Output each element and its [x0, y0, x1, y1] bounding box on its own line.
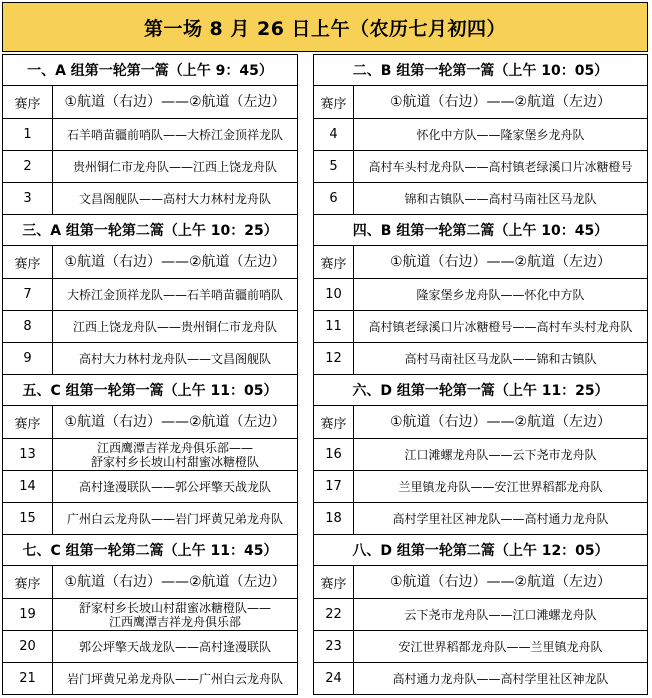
schedule-group-3	[2, 214, 298, 374]
lanes-header: ①航道（右边）——②航道（左边）	[64, 94, 286, 110]
seq-cell: 3	[3, 183, 53, 214]
lanes-header: ①航道（右边）——②航道（左边）	[389, 94, 612, 110]
table-row	[314, 470, 647, 502]
table-header-row	[314, 85, 647, 118]
seq-cell: 24	[314, 663, 354, 694]
seq-cell: 10	[314, 279, 354, 310]
seq-cell: 14	[3, 471, 53, 502]
seq-header: 赛序	[314, 406, 354, 438]
table-row	[314, 150, 647, 182]
match-cell: 高村镇老绿溪口片冰糖橙号——高村车头村龙舟队	[368, 319, 633, 334]
table-row	[3, 630, 297, 662]
match-cell: 江西上饶龙舟队——贵州铜仁市龙舟队	[72, 319, 277, 334]
seq-header: 赛序	[3, 246, 53, 278]
seq-cell: 11	[314, 311, 354, 342]
match-cell: 大桥江金顶祥龙队——石羊哨苗疆前哨队	[66, 287, 283, 302]
table-row	[314, 598, 647, 630]
seq-cell: 19	[3, 599, 53, 630]
match-cell: 高村大力林村龙舟队——文昌阁舰队	[78, 351, 271, 366]
seq-cell: 9	[3, 343, 53, 374]
lanes-header: ①航道（右边）——②航道（左边）	[389, 574, 612, 590]
table-row	[3, 118, 297, 150]
group-heading: 七、C 组第一轮第二篙（上午 11：45）	[3, 534, 297, 565]
match-line-1: 舒家村乡长坡山村甜蜜冰糖橙队——	[78, 600, 271, 615]
table-row	[314, 182, 647, 214]
match-cell	[53, 439, 297, 470]
schedule-group-1	[2, 54, 298, 214]
table-row	[314, 630, 647, 662]
match-cell: 高村逢漫联队——郭公坪擎天战龙队	[78, 479, 271, 494]
match-cell: 江口滩螺龙舟队——云下尧市龙舟队	[404, 447, 597, 462]
lanes-header: ①航道（右边）——②航道（左边）	[389, 414, 612, 430]
seq-header: 赛序	[3, 566, 53, 598]
table-row	[3, 470, 297, 502]
seq-cell: 5	[314, 151, 354, 182]
page-title: 第一场 8 月 26 日上午（农历七月初四）	[2, 2, 648, 52]
seq-cell: 23	[314, 631, 354, 662]
left-column	[2, 54, 298, 695]
table-header-row	[3, 245, 297, 278]
match-cell: 兰里镇龙舟队——安江世界稻都龙舟队	[398, 479, 603, 494]
seq-header: 赛序	[314, 86, 354, 118]
seq-cell: 20	[3, 631, 53, 662]
seq-cell: 6	[314, 183, 354, 214]
group-heading: 六、D 组第一轮第一篙（上午 11：25）	[314, 374, 647, 405]
seq-cell: 16	[314, 439, 354, 470]
schedule-group-7	[2, 534, 298, 695]
seq-cell: 17	[314, 471, 354, 502]
lanes-header: ①航道（右边）——②航道（左边）	[389, 254, 612, 270]
schedule-group-2	[313, 54, 648, 214]
seq-cell: 4	[314, 119, 354, 150]
table-row	[314, 438, 647, 470]
table-header-row	[3, 85, 297, 118]
group-heading: 一、A 组第一轮第一篙（上午 9：45）	[3, 54, 297, 85]
seq-cell: 22	[314, 599, 354, 630]
table-row	[3, 342, 297, 374]
table-row	[314, 662, 647, 694]
table-header-row	[314, 245, 647, 278]
table-row	[314, 342, 647, 374]
match-cell: 云下尧市龙舟队——江口滩螺龙舟队	[404, 607, 597, 622]
seq-header: 赛序	[3, 86, 53, 118]
match-cell: 高村学里社区神龙队——高村通力龙舟队	[392, 511, 609, 526]
seq-cell: 7	[3, 279, 53, 310]
group-heading: 二、B 组第一轮第一篙（上午 10：05）	[314, 54, 647, 85]
seq-header: 赛序	[314, 246, 354, 278]
table-header-row	[314, 405, 647, 438]
match-cell: 高村通力龙舟队——高村学里社区神龙队	[392, 671, 609, 686]
lanes-header: ①航道（右边）——②航道（左边）	[64, 414, 286, 430]
table-row	[314, 502, 647, 534]
group-heading: 五、C 组第一轮第一篙（上午 11：05）	[3, 374, 297, 405]
group-heading: 三、A 组第一轮第二篙（上午 10：25）	[3, 214, 297, 245]
table-header-row	[3, 565, 297, 598]
match-cell: 隆家堡乡龙舟队——怀化中方队	[416, 287, 585, 302]
lanes-header: ①航道（右边）——②航道（左边）	[64, 574, 286, 590]
match-cell: 石羊哨苗疆前哨队——大桥江金顶祥龙队	[66, 127, 283, 142]
table-row	[3, 502, 297, 534]
group-heading: 八、D 组第一轮第二篙（上午 12：05）	[314, 534, 647, 565]
seq-cell: 15	[3, 503, 53, 534]
table-row	[3, 598, 297, 630]
lanes-header: ①航道（右边）——②航道（左边）	[64, 254, 286, 270]
schedule-group-4	[313, 214, 648, 374]
match-line-2: 舒家村乡长坡山村甜蜜冰糖橙队	[90, 454, 259, 469]
table-row	[3, 662, 297, 694]
seq-cell: 8	[3, 311, 53, 342]
schedule-group-8	[313, 534, 648, 695]
table-row	[3, 150, 297, 182]
match-cell: 锦和古镇队——高村马南社区马龙队	[404, 191, 597, 206]
table-row	[3, 438, 297, 470]
right-column	[313, 54, 648, 695]
match-cell: 文昌阁舰队——高村大力林村龙舟队	[78, 191, 271, 206]
match-cell: 岩门坪黄兄弟龙舟队——广州白云龙舟队	[66, 671, 283, 686]
table-header-row	[314, 565, 647, 598]
schedule-group-6	[313, 374, 648, 534]
table-row	[314, 118, 647, 150]
match-cell: 高村马南社区马龙队——锦和古镇队	[404, 351, 597, 366]
match-cell: 贵州铜仁市龙舟队——江西上饶龙舟队	[72, 159, 277, 174]
seq-cell: 21	[3, 663, 53, 694]
schedule-group-5	[2, 374, 298, 534]
seq-cell: 2	[3, 151, 53, 182]
table-row	[3, 310, 297, 342]
seq-header: 赛序	[314, 566, 354, 598]
match-cell: 郭公坪擎天战龙队——高村逢漫联队	[78, 639, 271, 654]
match-cell: 广州白云龙舟队——岩门坪黄兄弟龙舟队	[66, 511, 283, 526]
table-row	[3, 182, 297, 214]
match-line-1: 江西鹰潭吉祥龙舟俱乐部——	[96, 440, 253, 455]
seq-cell: 12	[314, 343, 354, 374]
table-row	[314, 310, 647, 342]
match-line-2: 江西鹰潭吉祥龙舟俱乐部	[108, 614, 241, 629]
group-heading: 四、B 组第一轮第二篙（上午 10：45）	[314, 214, 647, 245]
table-header-row	[3, 405, 297, 438]
seq-cell: 1	[3, 119, 53, 150]
match-cell: 高村车头村龙舟队——高村镇老绿溪口片冰糖橙号	[368, 159, 633, 174]
seq-header: 赛序	[3, 406, 53, 438]
match-cell	[53, 599, 297, 630]
seq-cell: 13	[3, 439, 53, 470]
match-cell: 安江世界稻都龙舟队——兰里镇龙舟队	[398, 639, 603, 654]
seq-cell: 18	[314, 503, 354, 534]
table-row	[314, 278, 647, 310]
match-cell: 怀化中方队——隆家堡乡龙舟队	[416, 127, 585, 142]
table-row	[3, 278, 297, 310]
